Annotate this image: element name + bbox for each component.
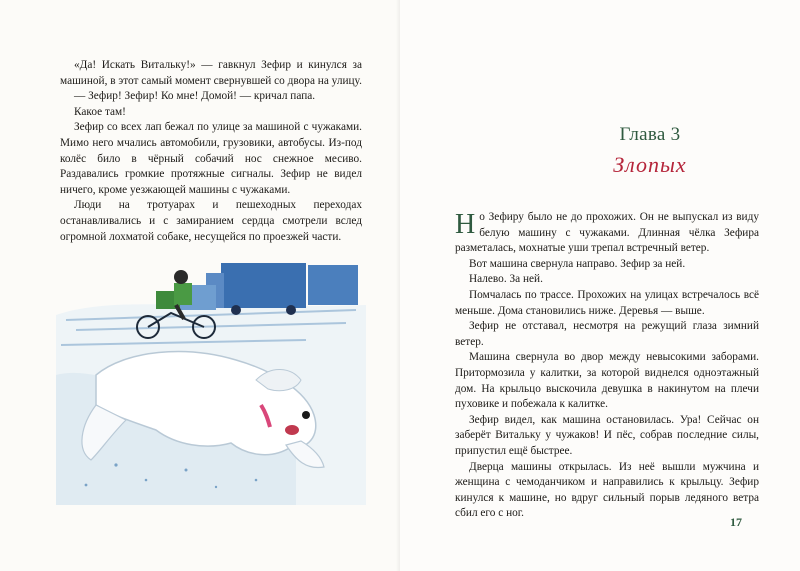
right-paragraph-5: Зефир не отставал, несмотря на режущий глаза зимний ветер. <box>455 320 759 348</box>
page-number: 17 <box>730 515 742 529</box>
right-paragraph-4: Помчалась по трассе. Прохожих на улицах встречалось всё меньше. Дома становились ниже. Деревья — выше. <box>455 288 759 317</box>
left-paragraph-4: Зефир со всех лап бежал по улице за машиной с чужаками. Мимо него мчались автомобили, грузовики, автобусы. Из-под колёс било в чёрный собачий нос снежное месиво. Раздавались громкие протяжные сигналы. Зефир не видел ничего, кроме уезжающей машины с чужаками. <box>60 121 362 196</box>
left-paragraph-1: «Да! Искать Витальку!» — гавкнул Зефир и кинулся за машиной, в этот самый момент свернувшей со двора на улицу. <box>60 59 362 87</box>
first-paragraph-rest: о Зефиру было не до прохожих. Он не выпускал из виду белую машину с чужаками. Длинная чёлка Зефира разметалась, мохнатые уши трепал встречный ветер. <box>455 211 759 255</box>
right-page-text <box>455 210 759 522</box>
chapter-number: Глава 3 <box>619 124 681 145</box>
right-paragraph-7: Зефир видел, как машина остановилась. Ура! Сейчас он заберёт Витальку у чужаков! И пёс, собрав последние силы, припустил ещё быстрее. <box>455 413 759 457</box>
right-paragraph-2: Вот машина свернула направо. Зефир за ней. <box>469 257 686 270</box>
right-paragraph-6: Машина свернула во двор между невысокими заборами. Притормозила у калитки, за которой виднелся одноэтажный дом. На крыльцо выскочила девушка в накинутом на плечи пуховике и побежала к калитке. <box>455 351 759 411</box>
drop-cap: Н <box>455 209 476 240</box>
left-paragraph-5: Люди на тротуарах и пешеходных переходах останавливались и с замиранием сердца смотрели вслед огромной лохматой собаке, несущейся по проезжей части. <box>60 199 362 243</box>
right-paragraph-1 <box>455 210 759 257</box>
left-paragraph-3: Какое там! <box>74 105 126 118</box>
right-paragraph-8: Дверца машины открылась. Из неё вышли мужчина и женщина с чемоданчиком и направились к крыльцу. Зефир кинулся к машине, но вдруг сильный порыв ледяного ветра сбил его с ног. <box>455 460 759 520</box>
left-paragraph-2: — Зефир! Зефир! Ко мне! Домой! — кричал папа. <box>74 90 316 103</box>
right-paragraph-3: Налево. За ней. <box>469 273 543 286</box>
dog-chasing-courier-illustration <box>56 255 366 505</box>
left-page-text <box>60 58 362 245</box>
chapter-title: Злопых <box>613 152 687 177</box>
right-page <box>400 0 800 571</box>
